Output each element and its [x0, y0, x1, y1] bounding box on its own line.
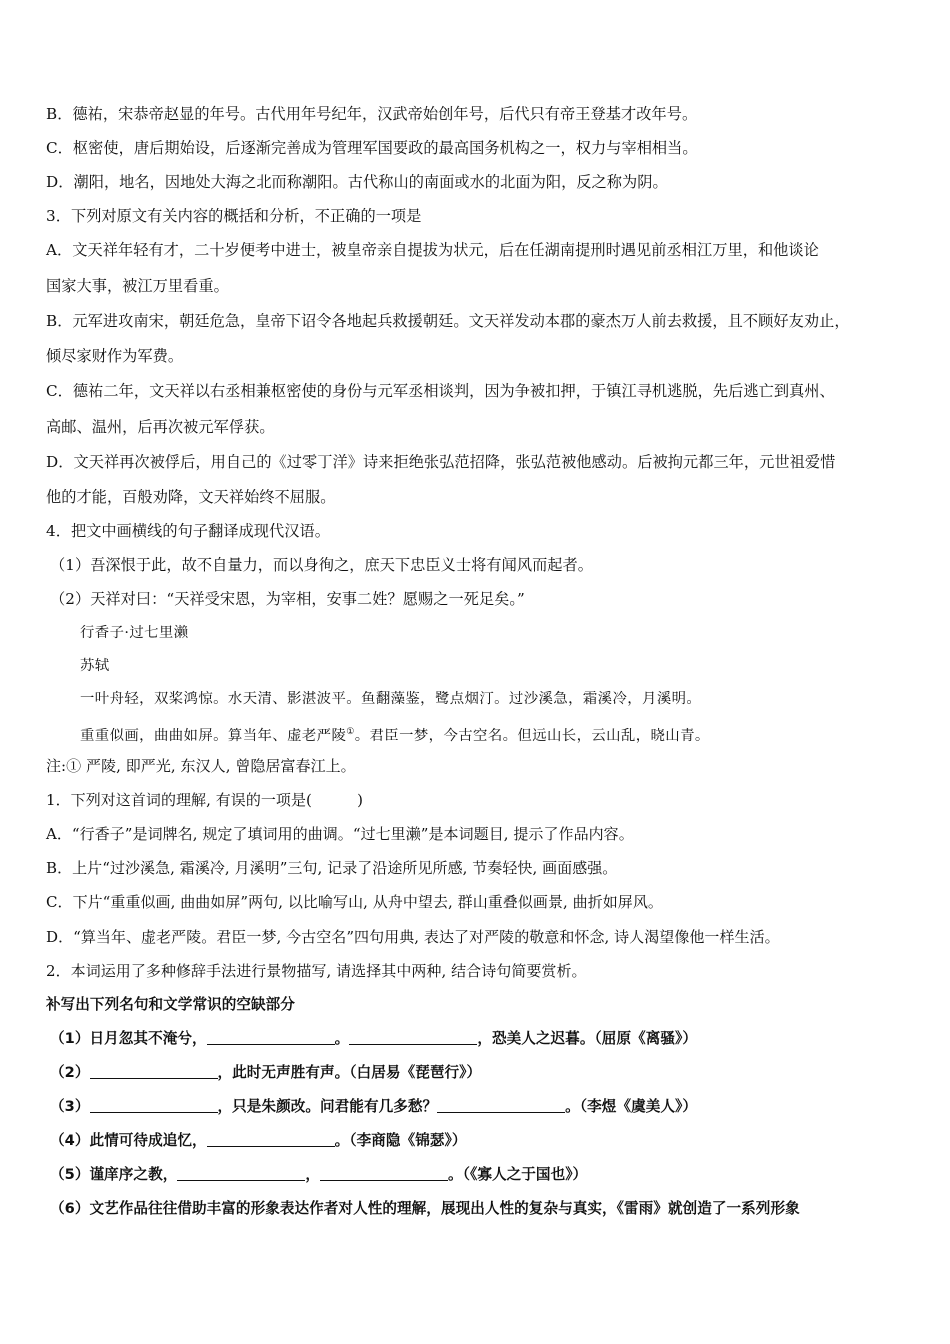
question-4: 4．把文中画横线的句子翻译成现代汉语。 — [46, 522, 330, 540]
fill-item-5-text-c: 。（《寡人之于国也》） — [448, 1166, 588, 1183]
q4-sentence-1: （1）吾深恨于此，故不自量力，而以身徇之，庶天下忠臣义士将有闻风而起者。 — [50, 556, 594, 574]
q3-option-c-line-1: C．德祐二年，文天祥以右丞相兼枢密使的身份与元军丞相谈判，因为争被扣押，于镇江寻机逃脱，先后逃亡到真州、 — [46, 382, 835, 400]
option-d-line: D．潮阳，地名，因地处大海之北而称潮阳。古代称山的南面或水的北面为阳，反之称为阴。 — [46, 173, 668, 191]
q4-sentence-2: （2）天祥对曰：“天祥受宋恩，为宰相，安事二姓？愿赐之一死足矣。” — [50, 590, 525, 608]
fill-blank[interactable] — [207, 1131, 335, 1147]
fill-item-2-text-b: ，此时无声胜有声。（白居易《琵琶行》） — [217, 1064, 482, 1081]
question-3: 3．下列对原文有关内容的概括和分析，不正确的一项是 — [46, 207, 422, 225]
q3-option-a-line-1: A．文天祥年轻有才，二十岁便考中进士，被皇帝亲自提拔为状元，后在任湖南提刑时遇见前丞相江万里，和他谈论 — [46, 241, 819, 259]
poem-line-2 — [80, 722, 948, 746]
q3-option-c-line-2: 高邮、温州，后再次被元军俘获。 — [46, 418, 275, 436]
fill-blank[interactable] — [177, 1165, 305, 1181]
fill-item-1-text-a: （1）日月忽其不淹兮， — [50, 1030, 207, 1047]
fill-item-3 — [50, 1097, 918, 1117]
q3-option-b-line-1: B．元军进攻南宋，朝廷危急，皇帝下诏令各地起兵救援朝廷。文天祥发动本郡的豪杰万人前去救援，且不顾好友劝止， — [46, 312, 850, 330]
poem-line-2-text-b: 。君臣一梦，今古空名。但远山长，云山乱，晓山青。 — [354, 728, 710, 744]
poem-question-1: 1．下列对这首词的理解, 有误的一项是( ) — [46, 791, 363, 809]
fill-item-4-text-b: 。（李商隐《锦瑟》） — [334, 1132, 467, 1149]
fill-item-3-text-c: 。（李煜《虞美人》） — [565, 1098, 698, 1115]
option-b-line: B．德祐，宋恭帝赵显的年号。古代用年号纪年，汉武帝始创年号，后代只有帝王登基才改年号。 — [46, 105, 698, 123]
fill-item-1 — [50, 1029, 918, 1049]
poem-line-2-text-a: 重重似画，曲曲如屏。算当年、虚老严陵 — [80, 728, 347, 744]
fill-item-2-text-a: （2） — [50, 1064, 90, 1081]
fill-item-4 — [50, 1131, 918, 1151]
poem-q1-option-d: D．“算当年、虚老严陵。君臣一梦, 今古空名”四句用典, 表达了对严陵的敬意和怀念, 诗人渴望像他一样生活。 — [46, 928, 780, 946]
fill-item-1-text-b: 。 — [334, 1030, 350, 1047]
q3-option-d-line-2: 他的才能，百般劝降，文天祥始终不屈服。 — [46, 488, 336, 506]
fill-blank[interactable] — [90, 1097, 218, 1113]
fill-blank[interactable] — [207, 1029, 335, 1045]
option-c-line: C．枢密使，唐后期始设，后逐渐完善成为管理军国要政的最高国务机构之一，权力与宰相相当。 — [46, 139, 698, 157]
fill-item-4-text-a: （4）此情可待成追忆， — [50, 1132, 207, 1149]
fill-blank[interactable] — [320, 1165, 448, 1181]
poem-title: 行香子·过七里濑 — [80, 625, 189, 641]
fill-blank[interactable] — [349, 1029, 477, 1045]
poem-q1-option-b: B．上片“过沙溪急, 霜溪冷, 月溪明”三句, 记录了沿途所见所感, 节奏轻快, 画面感强。 — [46, 859, 618, 877]
fill-blank[interactable] — [90, 1063, 218, 1079]
poem-q1-option-c: C．下片“重重似画, 曲曲如屏”两句, 以比喻写山, 从舟中望去, 群山重叠似画景, 曲折如屏风。 — [46, 893, 663, 911]
fill-item-5-text-a: （5）谨庠序之教， — [50, 1166, 178, 1183]
footnote-marker: ① — [346, 727, 355, 737]
q3-option-a-line-2: 国家大事，被江万里看重。 — [46, 277, 229, 295]
fill-item-2 — [50, 1063, 918, 1083]
fill-item-5-text-b: ， — [305, 1166, 321, 1183]
poem-author: 苏轼 — [80, 658, 110, 674]
q3-option-d-line-1: D．文天祥再次被俘后，用自己的《过零丁洋》诗来拒绝张弘范招降，张弘范被他感动。后被拘元都三年，元世祖爱惜 — [46, 453, 836, 471]
fill-item-3-text-b: ，只是朱颜改。问君能有几多愁？ — [217, 1098, 438, 1115]
poem-note: 注:① 严陵, 即严光, 东汉人, 曾隐居富春江上。 — [46, 757, 356, 775]
fill-section-heading: 补写出下列名句和文学常识的空缺部分 — [46, 996, 295, 1013]
poem-q1-option-a: A．“行香子”是词牌名, 规定了填词用的曲调。“过七里濑”是本词题目, 提示了作品内容。 — [46, 825, 634, 843]
fill-item-5 — [50, 1165, 918, 1185]
fill-item-3-text-a: （3） — [50, 1098, 90, 1115]
poem-question-2: 2．本词运用了多种修辞手法进行景物描写, 请选择其中两种, 结合诗句简要赏析。 — [46, 962, 587, 980]
q3-option-b-line-2: 倾尽家财作为军费。 — [46, 347, 184, 365]
fill-item-1-text-c: ，恐美人之迟暮。（屈原《离骚》） — [477, 1030, 698, 1047]
fill-blank[interactable] — [437, 1097, 565, 1113]
fill-item-6: （6）文艺作品往往借助丰富的形象表达作者对人性的理解，展现出人性的复杂与真实，《雷雨》就创造了一系列形象 — [50, 1200, 800, 1217]
poem-line-1: 一叶舟轻，双桨鸿惊。水天清、影湛波平。鱼翻藻鉴，鹭点烟汀。过沙溪急，霜溪冷，月溪明。 — [80, 691, 702, 707]
